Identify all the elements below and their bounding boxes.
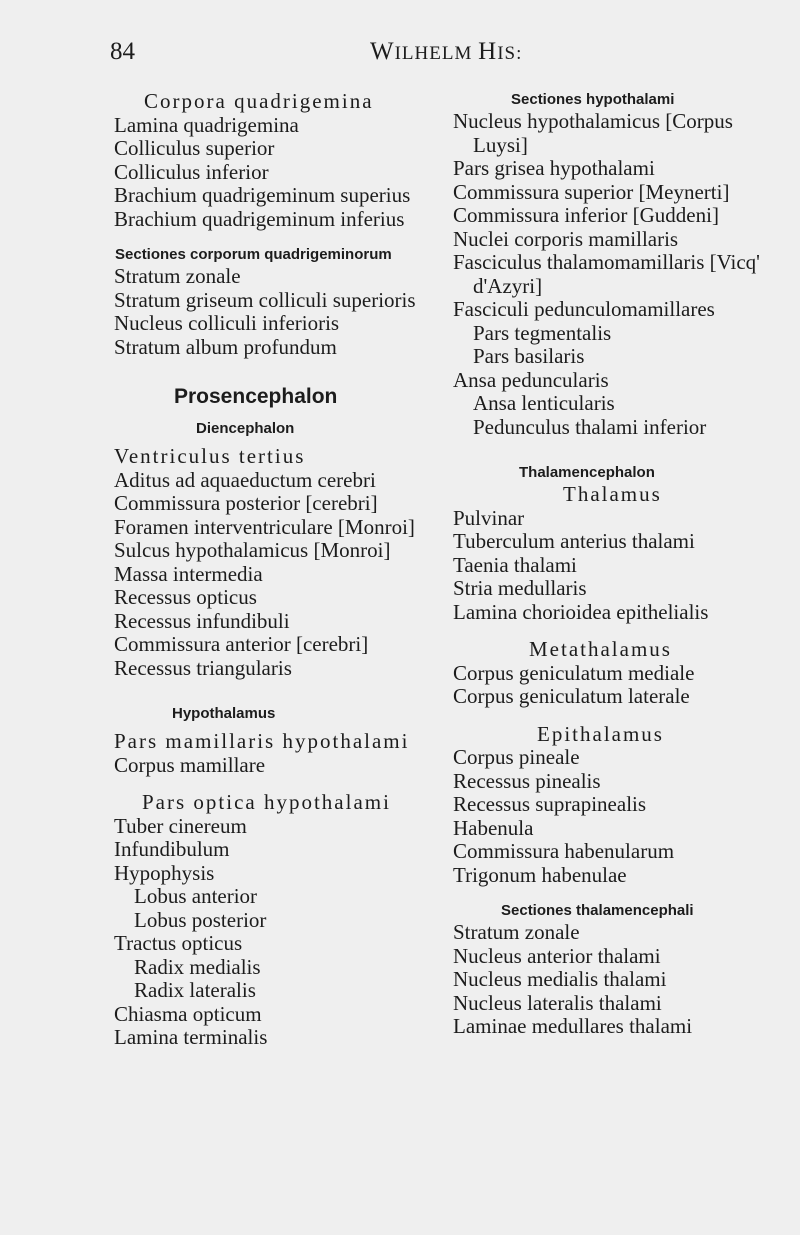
list-item: Nucleus medialis thalami <box>453 967 667 991</box>
list-item: Sulcus hypothalamicus [Monroi] <box>114 538 391 562</box>
list-item: Recessus pinealis <box>453 768 601 793</box>
list-item: Pars tegmentalis <box>473 320 612 345</box>
pars-mamillaris-heading: Pars mamillaris hypothalami <box>114 729 410 753</box>
list-item: Nucleus lateralis thalami <box>453 990 662 1015</box>
list-item-continuation: d'Azyri] <box>473 273 543 298</box>
list-item: Radix lateralis <box>134 978 256 1002</box>
metathalamus-heading: Metathalamus <box>529 637 672 661</box>
page-number: 84 <box>110 38 135 65</box>
list-item: Recessus suprapinealis <box>453 792 647 816</box>
list-item: Nucleus anterior thalami <box>453 943 661 968</box>
list-item: Radix medialis <box>134 954 261 979</box>
hypothalamus-heading: Hypothalamus <box>172 705 276 722</box>
running-title-smallcaps-2: IS: <box>497 43 523 64</box>
list-item: Fasciculus thalamomamillaris [Vicq' <box>453 250 760 274</box>
list-item: Corpus geniculatum mediale <box>453 660 695 685</box>
quad-heading: Corpora quadrigemina <box>144 89 374 113</box>
running-title-smallcaps-1: ILHELM <box>394 43 479 64</box>
list-item: Tractus opticus <box>114 931 243 955</box>
list-item: Stratum griseum colliculi superioris <box>114 287 416 312</box>
list-item: Corpus pineale <box>453 745 580 769</box>
list-item: Hypophysis <box>114 860 215 885</box>
list-item: Aditus ad aquaeductum cerebri <box>114 467 376 492</box>
list-item: Commissura inferior [Guddeni] <box>453 203 719 227</box>
list-item-continuation: Luysi] <box>473 132 528 157</box>
list-item: Ansa peduncularis <box>453 367 609 392</box>
list-item: Colliculus superior <box>114 136 275 160</box>
list-item: Pulvinar <box>453 505 525 530</box>
list-item: Massa intermedia <box>114 561 263 586</box>
list-item: Ansa lenticularis <box>473 391 615 415</box>
list-item: Infundibulum <box>114 837 230 861</box>
list-item: Tuberculum anterius thalami <box>453 529 695 553</box>
list-item: Nucleus colliculi inferioris <box>114 311 340 335</box>
list-item: Recessus opticus <box>114 585 257 609</box>
diencephalon-heading: Diencephalon <box>196 420 295 437</box>
list-item: Chiasma opticum <box>114 1001 262 1026</box>
thalamencephalon-heading: Thalamencephalon <box>519 464 655 481</box>
list-item: Commissura habenularum <box>453 839 675 863</box>
list-item: Lamina terminalis <box>114 1025 268 1049</box>
section-heading: Sectiones corporum quadrigeminorum <box>115 246 392 263</box>
list-item: Stratum zonale <box>114 264 241 288</box>
list-item: Fasciculi pedunculomamillares <box>453 297 715 321</box>
list-item: Stratum zonale <box>453 920 580 944</box>
list-item: Laminae medullares thalami <box>453 1014 693 1038</box>
list-item: Habenula <box>453 815 534 840</box>
list-item: Stratum album profundum <box>114 334 337 359</box>
thalamus-heading: Thalamus <box>563 482 662 506</box>
list-item: Trigonum habenulae <box>453 862 627 887</box>
list-item: Recessus triangularis <box>114 655 292 680</box>
running-header <box>0 38 800 78</box>
list-item: Lamina chorioidea epithelialis <box>453 599 709 624</box>
left-column <box>114 90 454 1050</box>
list-item: Tuber cinereum <box>114 813 247 838</box>
list-item: Pars basilaris <box>473 344 585 368</box>
list-item: Lobus anterior <box>134 884 258 908</box>
running-title-initial-1: W <box>370 38 395 65</box>
list-item: Pars grisea hypothalami <box>453 156 655 180</box>
list-item: Taenia thalami <box>453 552 577 577</box>
list-item: Stria medullaris <box>453 576 587 600</box>
list-item: Nucleus hypothalamicus [Corpus <box>453 109 733 133</box>
list-item: Corpus geniculatum laterale <box>453 684 690 708</box>
right-column <box>453 90 798 1039</box>
pars-optica-heading: Pars optica hypothalami <box>142 790 391 814</box>
list-item: Commissura superior [Meynerti] <box>453 179 730 204</box>
list-item: Lobus posterior <box>134 907 267 932</box>
section-heading: Sectiones hypothalami <box>511 91 675 108</box>
list-item: Pedunculus thalami inferior <box>473 414 707 439</box>
list-item: Brachium quadrigeminum inferius <box>114 206 405 231</box>
prosencephalon-heading: Prosencephalon <box>174 385 338 408</box>
list-item: Corpus mamillare <box>114 752 266 777</box>
list-item: Nuclei corporis mamillaris <box>453 226 679 251</box>
list-item: Commissura anterior [cerebri] <box>114 632 369 656</box>
list-item: Foramen interventriculare [Monroi] <box>114 514 415 539</box>
list-item: Recessus infundibuli <box>114 608 290 633</box>
section-heading: Sectiones thalamencephali <box>501 902 694 919</box>
running-title-initial-2: H <box>478 38 498 65</box>
list-item: Commissura posterior [cerebri] <box>114 491 378 515</box>
running-title <box>370 38 522 66</box>
epithalamus-heading: Epithalamus <box>537 721 664 746</box>
list-item: Lamina quadrigemina <box>114 112 299 137</box>
list-item: Colliculus inferior <box>114 159 269 184</box>
ventriculus-heading: Ventriculus tertius <box>114 444 306 468</box>
list-item: Brachium quadrigeminum superius <box>114 183 411 207</box>
